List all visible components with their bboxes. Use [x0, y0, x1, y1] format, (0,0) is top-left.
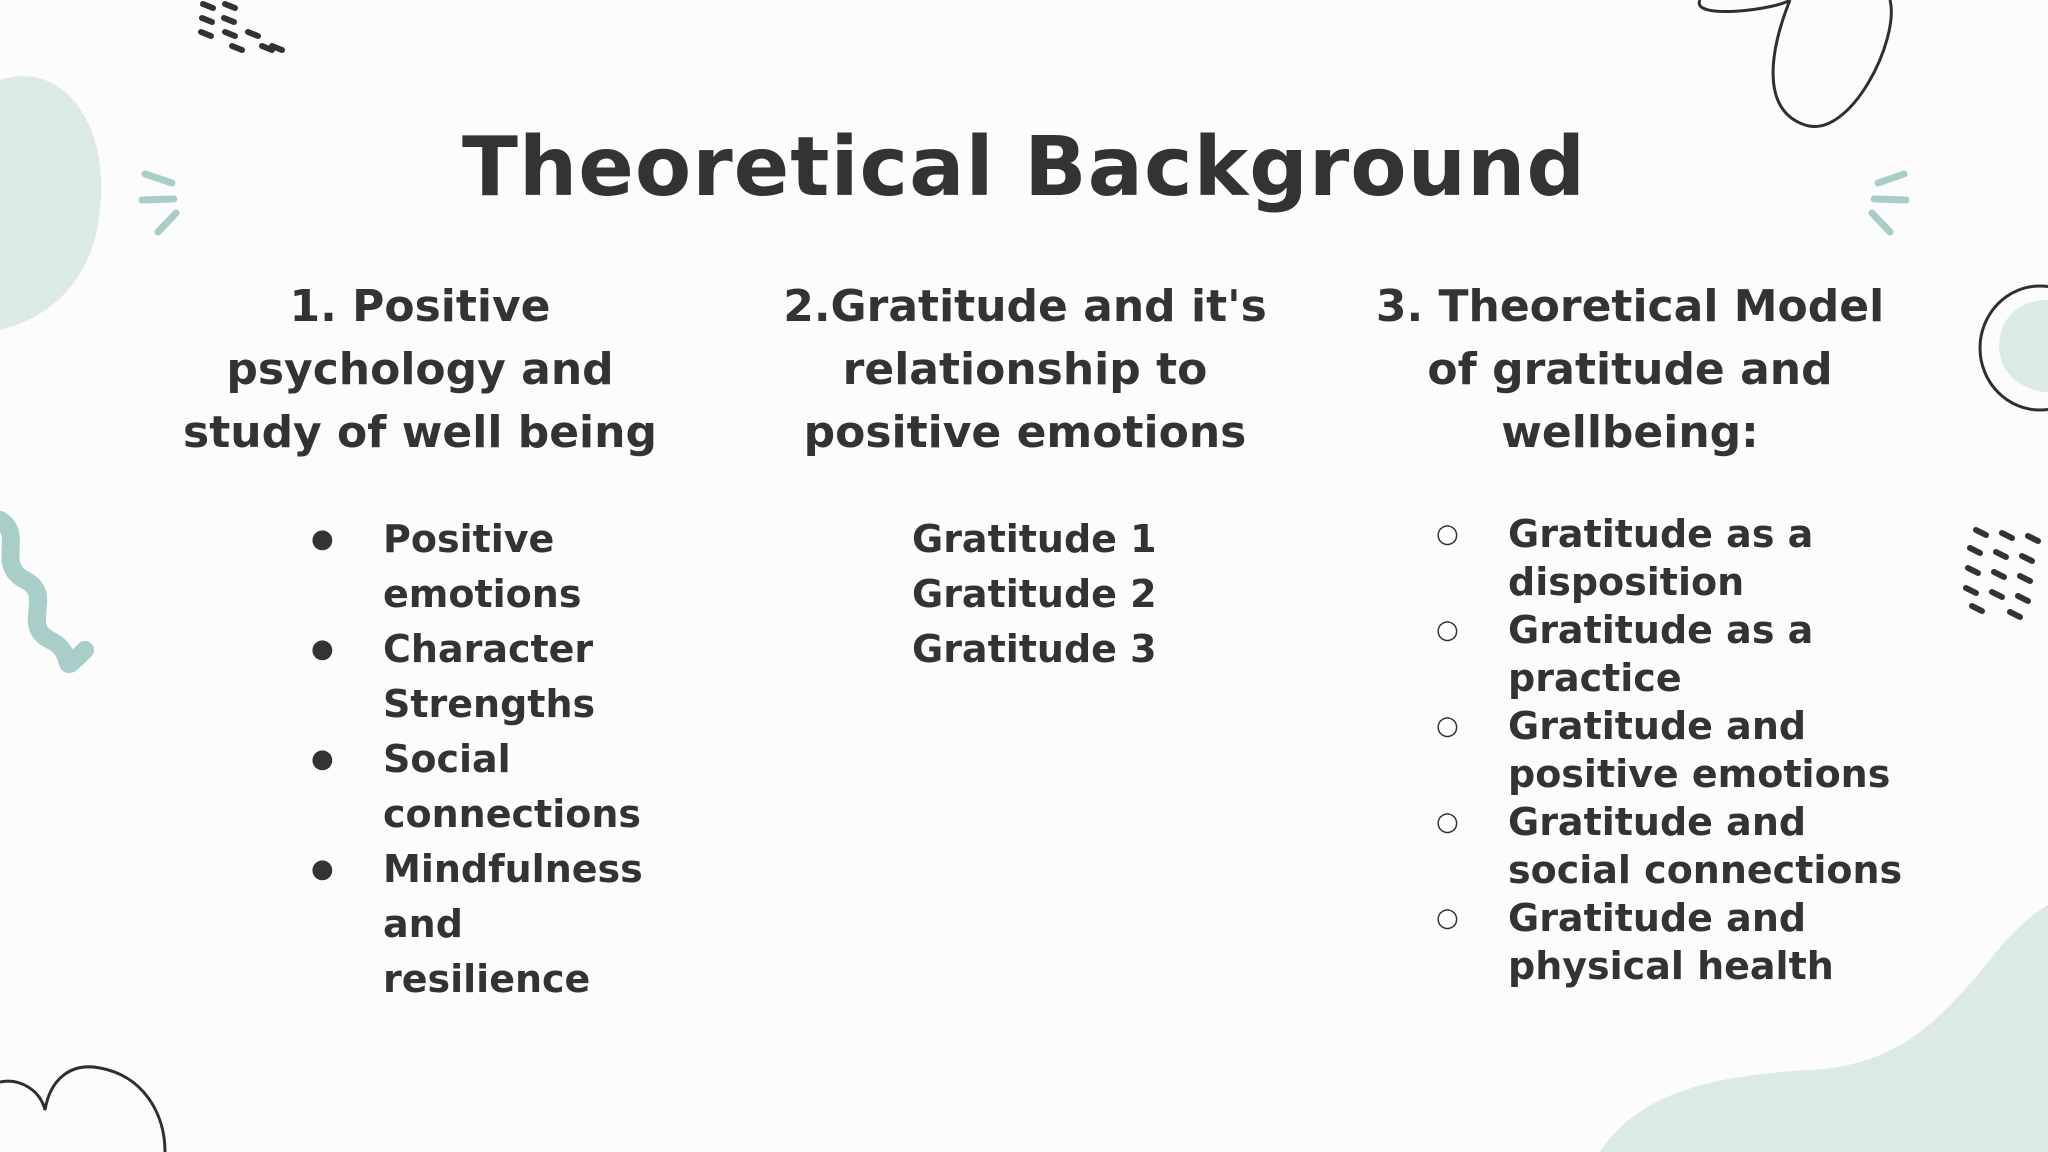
- column-heading: 1. Positive psychology and study of well being: [183, 281, 657, 458]
- squiggle-left: [0, 520, 85, 664]
- column-gratitude-emotions: [760, 275, 1290, 464]
- list-item: ○ Gratitude and social connections: [1508, 798, 1908, 894]
- list-item: ● Positive emotions: [383, 512, 683, 622]
- column-theoretical-model: [1360, 275, 1900, 464]
- column-heading: 2.Gratitude and it's relationship to positive emotions: [783, 281, 1267, 458]
- list-item: ● Social connections: [383, 732, 683, 842]
- list-item: ● Character Strengths: [383, 622, 683, 732]
- cloud-outline-bottom-left: [0, 1067, 165, 1152]
- list-item: ○ Gratitude as a disposition: [1508, 510, 1908, 606]
- list-item: Gratitude 3: [912, 627, 1157, 671]
- list-gratitude-items: [912, 512, 1212, 677]
- dash-pattern-top-left: [201, 4, 282, 50]
- list-item: Gratitude 1: [912, 517, 1157, 561]
- column-positive-psychology: [160, 275, 680, 464]
- list-item: Gratitude 2: [912, 572, 1157, 616]
- list-item: ○ Gratitude and physical health: [1508, 894, 1908, 990]
- list-item: ○ Gratitude and positive emotions: [1508, 702, 1908, 798]
- list-item: ○ Gratitude as a practice: [1508, 606, 1908, 702]
- circle-list-theoretical-model: [1508, 510, 1908, 990]
- blob-right-edge: [1999, 300, 2048, 392]
- list-item: ● Mindfulness and resilience: [383, 842, 683, 1007]
- bullet-list-positive-psychology: [383, 512, 683, 1007]
- leaf-outline-top-right: [1699, 0, 1891, 127]
- slide-title: Theoretical Background: [461, 120, 1587, 215]
- dash-pattern-right: [1966, 530, 2038, 617]
- column-heading: 3. Theoretical Model of gratitude and wellbeing:: [1375, 281, 1885, 458]
